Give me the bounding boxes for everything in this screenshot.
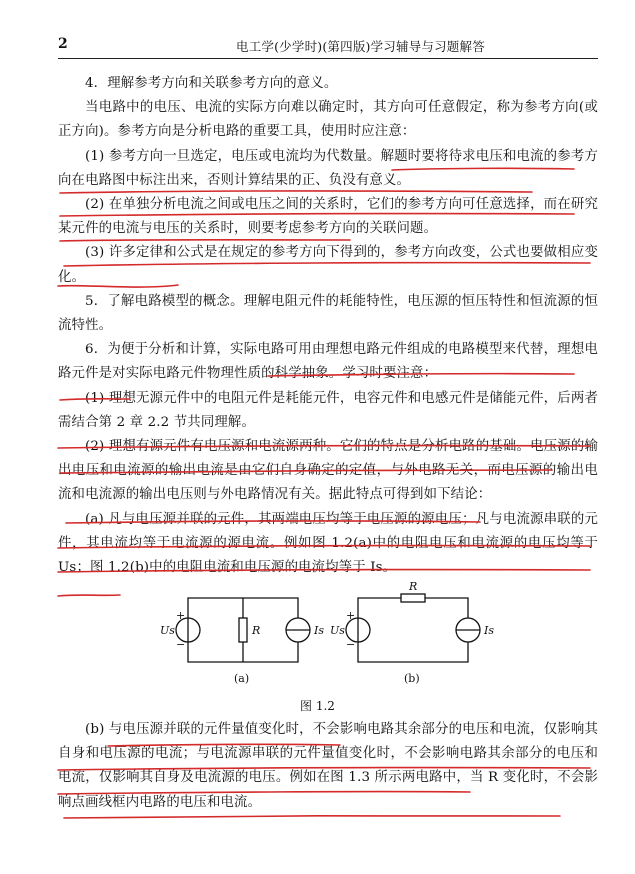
figure-1-2 [160,580,498,695]
voltage-source-label-b: Us [330,624,345,637]
current-source-label-b: Is [484,624,494,637]
note-2: (2) 在单独分析电流之间或电压之间的关系时，它们的参考方向可任意选择，而在研究某元件的电流与电压的关系时，则要考虑参考方向的关联问题。 [58,197,598,237]
item-6-heading: 6．为便于分析和计算，实际电路可用由理想电路元件组成的电路模型来代替，理想电路元件是对实际电路元件物理性质的科学抽象。学习时要注意： [58,342,598,382]
resistor-label-a: R [252,624,261,637]
circuit-b-wire [358,598,468,662]
panel-a-label: (a) [234,672,250,685]
conclusion-a: (a) 凡与电压源并联的元件，其两端电压均等于电压源的源电压；凡与电流源串联的元件，其电流均等于电流源的源电流。例如图 1.2(a)中的电阻电压和电流源的电压均等于 Us；图 1.2(b)中的电阻电流和电压源的电流均等于 Is。 [58,511,598,576]
resistor-b-symbol [401,594,425,602]
page-number: 2 [58,36,68,52]
book-title: 电工学(少学时)(第四版)学习辅导与习题解答 [236,39,485,54]
active-elements-note: (2) 理想有源元件有电压源和电流源两种。它们的特点是分析电路的基础。电压源的输出电压和电流源的输出电流是由它们自身确定的定值，与外电路无关，而电压源的输出电流和电流源的输出电压则与外电路情况有关。据此特点可得到如下结论： [58,439,598,503]
reference-direction-intro: 当电路中的电压、电流的实际方向难以确定时，其方向可任意假定，称为参考方向(或正方向)。参考方向是分析电路的重要工具，使用时应注意： [58,100,598,140]
plus-sign-a: + [176,609,186,622]
current-source-label-a: Is [314,624,324,637]
resistor-label-b: R [409,580,418,593]
circuit-a [176,598,310,662]
resistor-a-symbol [239,618,247,642]
note-3: (3) 许多定律和公式是在规定的参考方向下得到的，参考方向改变，公式也要做相应变化。 [58,245,598,285]
figure-caption: 图 1.2 [300,699,335,713]
main-text [58,72,598,580]
ink-underline-18 [64,816,560,818]
plus-sign-b: + [346,609,356,622]
note-1: (1) 参考方向一旦选定，电压或电流均为代数量。解题时要将待求电压和电流的参考方向在电路图中标注出来，否则计算结果的正、负没有意义。 [58,148,598,188]
main-text-continued [58,718,598,815]
conclusion-b: (b) 与电压源并联的元件量值变化时，不会影响电路其余部分的电压和电流，仅影响其自身和电压源的电流；与电流源串联的元件量值变化时，不会影响电路其余部分的电压和电流，仅影响其自身及电流源的电压。例如在图 1.3 所示两电路中，当 R 变化时，不会影响点画线框内电路的电压和电流。 [58,722,598,810]
ink-underline-14 [58,595,120,596]
circuit-b [346,594,480,662]
voltage-source-label-a: Us [160,624,175,637]
header-rule [58,58,598,59]
minus-sign-a: − [176,638,186,651]
panel-b-label: (b) [404,672,420,685]
minus-sign-b: − [346,638,356,651]
circuit-diagrams [160,580,498,695]
running-header [58,36,598,58]
passive-elements-note: (1) 理想无源元件中的电阻元件是耗能元件，电容元件和电感元件是储能元件，后两者需结合第 2 章 2.2 节共同理解。 [58,390,598,430]
item-5-heading: 5．了解电路模型的概念。理解电阻元件的耗能特性，电压源的恒压特性和恒流源的恒流特性。 [58,293,598,334]
item-4-heading: 4．理解参考方向和关联参考方向的意义。 [85,76,338,91]
